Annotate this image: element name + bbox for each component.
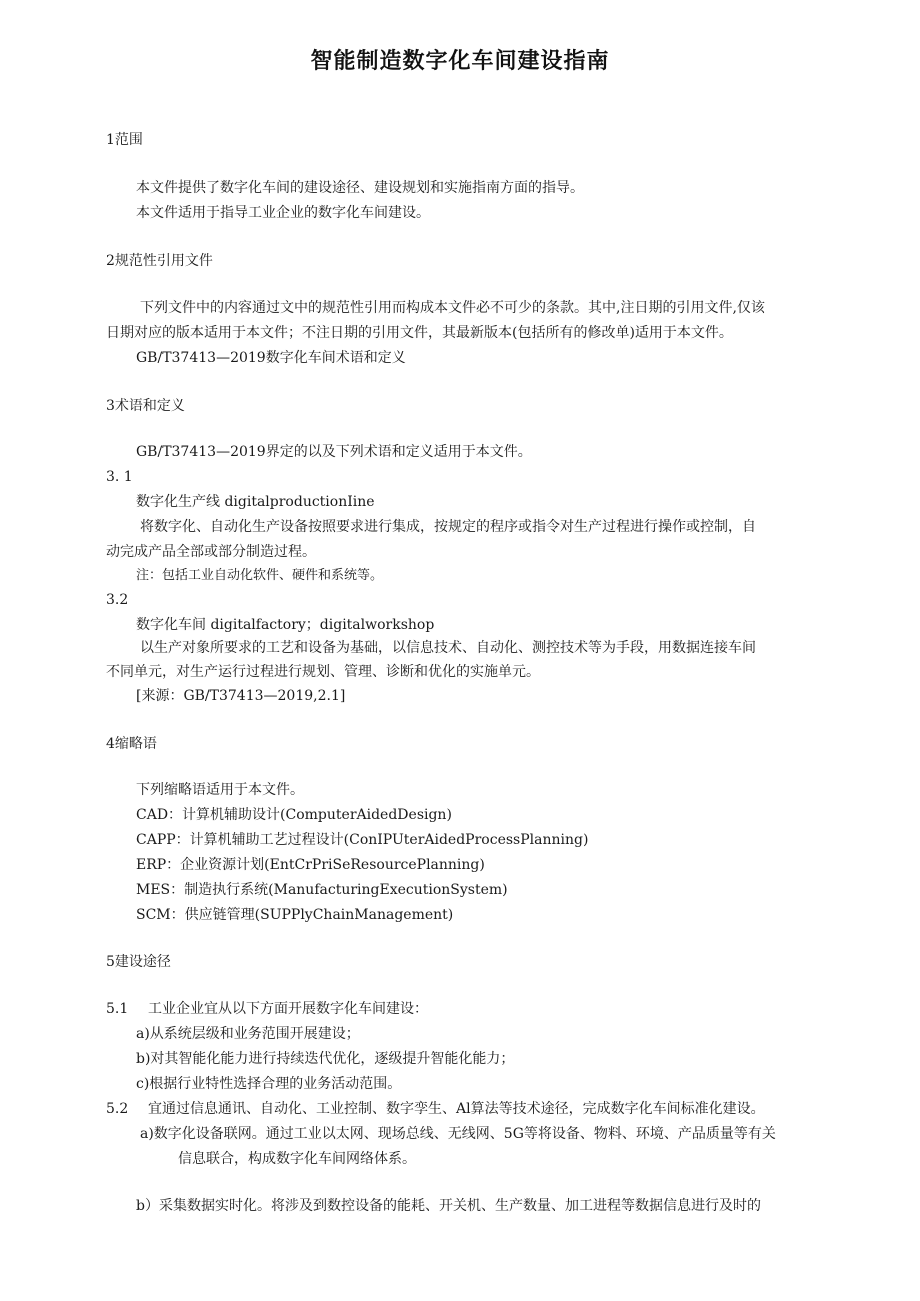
- clause-number: 5.2: [106, 1101, 129, 1117]
- term-number: 3.2: [106, 592, 129, 608]
- section-3-heading: 3术语和定义: [106, 398, 185, 414]
- clause-number: 5.1: [106, 1001, 129, 1017]
- paragraph: 下列文件中的内容通过文中的规范性引用而构成本文件必不可少的条款。其中,注日期的引用文件,仅该: [140, 300, 765, 316]
- paragraph: 本文件提供了数字化车间的建设途径、建设规划和实施指南方面的指导。: [136, 180, 584, 196]
- abbreviation-item: CAPP：计算机辅助工艺过程设计(ConIPUterAidedProcessPlanning): [136, 832, 589, 848]
- abbreviation-item: ERP：企业资源计划(EntCrPriSeResourcePlanning): [136, 857, 485, 873]
- term-number: 3. 1: [106, 469, 133, 485]
- paragraph: 本文件适用于指导工业企业的数字化车间建设。: [136, 205, 430, 221]
- term-definition: 不同单元，对生产运行过程进行规划、管理、诊断和优化的实施单元。: [106, 664, 540, 680]
- paragraph: 日期对应的版本适用于本文件；不注日期的引用文件，其最新版本(包括所有的修改单)适用于本文件。: [106, 325, 733, 341]
- section-1-heading: 1范围: [106, 132, 143, 148]
- page-title: 智能制造数字化车间建设指南: [310, 49, 610, 74]
- list-item-continuation: 信息联合，构成数字化车间网络体系。: [178, 1151, 416, 1167]
- paragraph: 下列缩略语适用于本文件。: [136, 782, 304, 798]
- term-note: 注：包括工业自动化软件、硬件和系统等。: [136, 568, 384, 583]
- abbreviation-item: MES：制造执行系统(ManufacturingExecutionSystem): [136, 882, 508, 898]
- list-item: b)对其智能化能力进行持续迭代优化，逐级提升智能化能力；: [136, 1051, 515, 1067]
- paragraph: GB/T37413—2019界定的以及下列术语和定义适用于本文件。: [136, 444, 532, 460]
- section-5-heading: 5建设途径: [106, 954, 171, 970]
- section-2-heading: 2规范性引用文件: [106, 253, 213, 269]
- term-source: [来源：GB/T37413—2019,2.1]: [136, 688, 346, 704]
- reference-item: GB/T37413—2019数字化车间术语和定义: [136, 350, 406, 366]
- abbreviation-item: CAD：计算机辅助设计(ComputerAidedDesign): [136, 807, 452, 823]
- term-definition: 以生产对象所要求的工艺和设备为基础，以信息技术、自动化、测控技术等为手段，用数据连接车间: [140, 640, 756, 656]
- term-name: 数字化生产线 digitalproductionIine: [136, 494, 375, 510]
- list-item: b）采集数据实时化。将涉及到数控设备的能耗、开关机、生产数量、加工进程等数据信息进行及时的: [136, 1198, 761, 1214]
- term-name: 数字化车间 digitalfactory；digitalworkshop: [136, 617, 435, 633]
- section-4-heading: 4缩略语: [106, 736, 157, 752]
- clause-text: 宜通过信息通讯、自动化、工业控制、数字孪生、Al算法等技术途径，完成数字化车间标准化建设。: [148, 1101, 765, 1117]
- term-definition: 动完成产品全部或部分制造过程。: [106, 544, 316, 560]
- list-item: a)从系统层级和业务范围开展建设；: [136, 1026, 360, 1042]
- list-item: c)根据行业特性选择合理的业务活动范围。: [136, 1076, 402, 1092]
- clause-text: 工业企业宜从以下方面开展数字化车间建设：: [148, 1001, 428, 1017]
- abbreviation-item: SCM：供应链管理(SUPPlyChainManagement): [136, 907, 454, 923]
- term-definition: 将数字化、自动化生产设备按照要求进行集成，按规定的程序或指令对生产过程进行操作或控制，自: [140, 519, 756, 535]
- list-item: a)数字化设备联网。通过工业以太网、现场总线、无线网、5G等将设备、物料、环境、产品质量等有关: [140, 1126, 776, 1142]
